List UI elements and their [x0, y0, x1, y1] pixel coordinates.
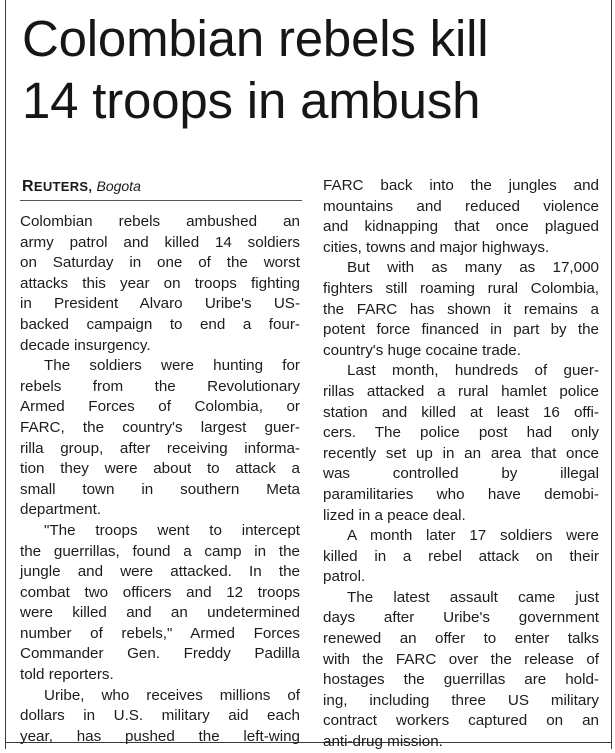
article-line: with the FARC over the release of	[323, 650, 599, 668]
headline-line-1: Colombian rebels kill	[22, 10, 489, 67]
article-line: FARC, the country's largest guer-	[20, 418, 300, 436]
article-line: small town in southern Meta	[20, 480, 300, 498]
left-column-rule	[5, 0, 6, 749]
article-line: rilla group, after receiving informa-	[20, 439, 300, 457]
article-line: fighters still roaming rural Colombia,	[323, 279, 599, 297]
article-line: Armed Forces of Colombia, or	[20, 398, 300, 416]
article-line: "The troops went to intercept	[44, 521, 300, 539]
article-line: cities, towns and major highways.	[323, 238, 550, 256]
byline-rule	[20, 200, 302, 201]
right-column-rule	[611, 0, 612, 749]
article-line: contract workers captured on an	[323, 712, 599, 730]
article-line: on Saturday in one of the worst	[20, 254, 300, 272]
article-line: combat two officers and 12 troops	[20, 583, 300, 601]
article-line: Uribe, who receives millions of	[44, 686, 300, 704]
article-line: rillas attacked a rural hamlet police	[323, 382, 599, 400]
article-line: the FARC has shown it remains a	[323, 300, 599, 318]
article-line: ing, including three US military	[323, 691, 599, 709]
article-line: decade insurgency.	[20, 336, 151, 354]
byline	[22, 177, 141, 196]
article-line: attacks this year on troops fighting	[20, 274, 300, 292]
byline-agency	[22, 178, 92, 195]
article-line: Colombian rebels ambushed an	[20, 213, 300, 230]
article-line: A month later 17 soldiers were	[347, 527, 599, 545]
article-line: dollars in U.S. military aid each	[20, 707, 300, 725]
article-line: renewed an offer to enter talks	[323, 630, 599, 648]
article-line: were killed and an undetermined	[20, 604, 300, 622]
article-line: year, has pushed the left-wing	[20, 727, 300, 745]
article-line: But with as many as 17,000	[347, 259, 599, 277]
article-line: Commander Gen. Freddy Padilla	[20, 645, 300, 663]
article-line: patrol.	[323, 568, 366, 586]
article-line: country's huge cocaine trade.	[323, 341, 521, 359]
article-column-1	[20, 212, 300, 747]
article-line: mountains and reduced violence	[323, 197, 599, 215]
article-line: The soldiers were hunting for	[44, 357, 300, 375]
article-line: paramilitaries who have demobi-	[323, 485, 599, 503]
article-line: told reporters.	[20, 666, 114, 684]
headline-line-2: 14 troops in ambush	[22, 72, 481, 129]
article-line: was controlled by illegal	[323, 465, 599, 483]
article-line: jungle and were attacked. In the	[20, 563, 300, 581]
article-line: and kidnapping that once plagued	[323, 218, 599, 236]
byline-agency-initial: R	[22, 178, 34, 195]
article-line: tion they were about to attack a	[20, 460, 300, 478]
article-column-2	[323, 176, 599, 753]
article-line: in President Alvaro Uribe's US-	[20, 295, 300, 313]
article-line: department.	[20, 501, 102, 519]
article-line: anti-drug mission.	[323, 733, 443, 751]
article-line: The latest assault came just	[347, 588, 599, 606]
article-line: backed campaign to end a four-	[20, 315, 300, 333]
byline-agency-rest: EUTERS,	[33, 179, 93, 194]
article-line: Last month, hundreds of guer-	[347, 362, 599, 380]
article-line: army patrol and killed 14 soldiers	[20, 233, 300, 251]
article-line: potent force financed in part by the	[323, 321, 599, 339]
article-line: days after Uribe's government	[323, 609, 599, 627]
article-line: FARC back into the jungles and	[323, 177, 599, 194]
article-line: killed in a rebel attack on their	[323, 547, 599, 565]
headline	[22, 8, 602, 132]
byline-dateline: Bogota	[96, 178, 141, 194]
article-line: lized in a peace deal.	[323, 506, 466, 524]
article-line: the guerrillas, found a camp in the	[20, 542, 300, 560]
article-line: rebels from the Revolutionary	[20, 377, 300, 395]
article-line: hostages the guerrillas are hold-	[323, 671, 599, 689]
article-line: cers. The police post had only	[323, 424, 599, 442]
article-line: recently set up in an area that once	[323, 444, 599, 462]
article-line: number of rebels," Armed Forces	[20, 624, 300, 642]
article-line: station and killed at least 16 offi-	[323, 403, 599, 421]
